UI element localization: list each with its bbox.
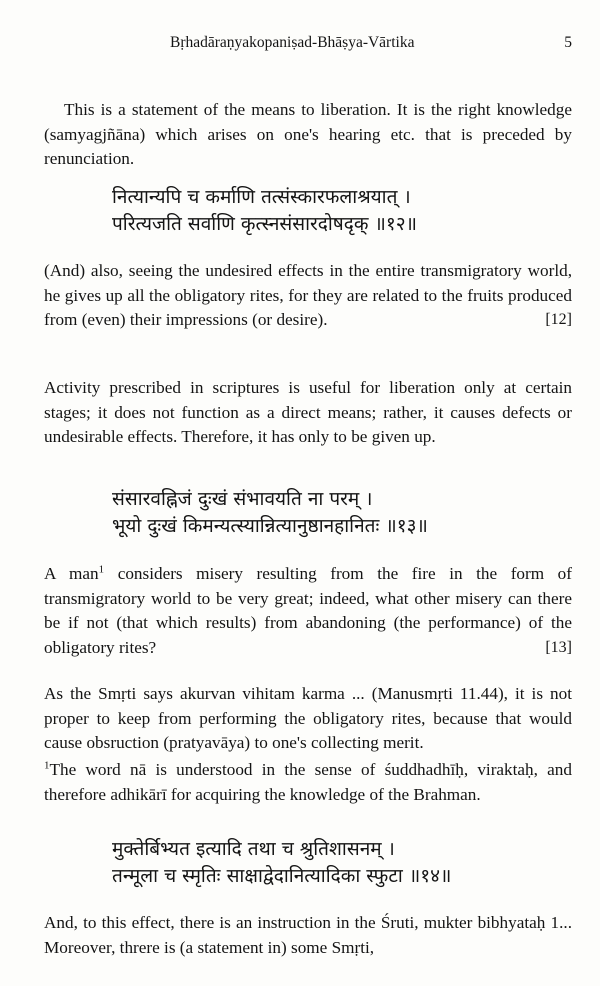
- paragraph-text: As the Smṛti says akurvan vihitam karma ... (Manusmṛti 11.44), it is not proper to keep from performing the obligatory rites, because that would cause obsruction (pratyavāya) to one's collecting merit.: [44, 684, 572, 752]
- footnote: [44, 758, 572, 807]
- translation-13: [44, 562, 572, 660]
- sanskrit-verse-13: [112, 486, 428, 540]
- page-number: 5: [564, 34, 572, 51]
- translation-text: [44, 562, 572, 660]
- running-header: [170, 34, 572, 52]
- paragraph-text: Activity prescribed in scriptures is useful for liberation only at certain stages; it does not function as a direct means; rather, it causes defects or undesirable effects. Therefore, it has only to be given up.: [44, 378, 572, 446]
- footnote-text: [44, 758, 572, 807]
- paragraph-activity: [44, 376, 572, 450]
- paragraph-smrti: [44, 682, 572, 756]
- paragraph-text: This is a statement of the means to liberation. It is the right knowledge (samyagjñāna) which arises on one's hearing etc. that is preceded by renunciation.: [44, 100, 572, 168]
- verse-line: भूयो दुःखं किमन्यत्स्यान्नित्यानुष्ठानहानितः ॥१३॥: [112, 515, 428, 537]
- sanskrit-verse-12: [112, 184, 417, 238]
- translation-lead: A man: [44, 564, 99, 583]
- footnote-marker: 1: [44, 759, 50, 772]
- translation-body: (And) also, seeing the undesired effects in the entire transmigratory world, he gives up all the obligatory rites, for they are related to the fruits produced from (even) their impressions (or desire).: [44, 261, 572, 329]
- footnote-marker: 1: [98, 563, 105, 576]
- translation-body: considers misery resulting from the fire in the form of transmigratory world to be very great; indeed, what other misery can there be if not (that which results) from abandoning (the performance) of the obligatory rites?: [44, 564, 572, 657]
- verse-number: [13]: [545, 638, 572, 656]
- paragraph-intro: [44, 98, 572, 172]
- verse-number: [12]: [545, 311, 572, 328]
- translation-text: [44, 259, 572, 333]
- footnote-body: The word nā is understood in the sense of śuddhadhīḥ, viraktaḥ, and therefore adhikārī for acquiring the knowledge of the Brahman.: [44, 760, 572, 804]
- verse-line: परित्यजति सर्वाणि कृत्स्नसंसारदोषदृक् ॥१२॥: [112, 213, 418, 235]
- sanskrit-verse-14: [112, 836, 451, 890]
- verse-line: तन्मूला च स्मृतिः साक्षाद्वेदानित्यादिका स्फुटा ॥१४॥: [112, 865, 452, 887]
- translation-12: [44, 259, 572, 333]
- verse-line: नित्यान्यपि च कर्माणि तत्संस्कारफलाश्रयात् ।: [112, 186, 411, 208]
- paragraph-text: And, to this effect, there is an instruction in the Śruti, mukter bibhyataḥ 1... Moreover, threre is (a statement in) some Smṛti,: [44, 913, 572, 957]
- verse-line: संसारवह्निजं दुःखं संभावयति ना परम् ।: [112, 488, 373, 510]
- paragraph-sruti: [44, 911, 572, 960]
- verse-line: मुक्तेर्बिभ्यत इत्यादि तथा च श्रुतिशासनम् ।: [112, 838, 395, 860]
- running-title: Bṛhadāraṇyakopaniṣad-Bhāṣya-Vārtika: [170, 34, 415, 51]
